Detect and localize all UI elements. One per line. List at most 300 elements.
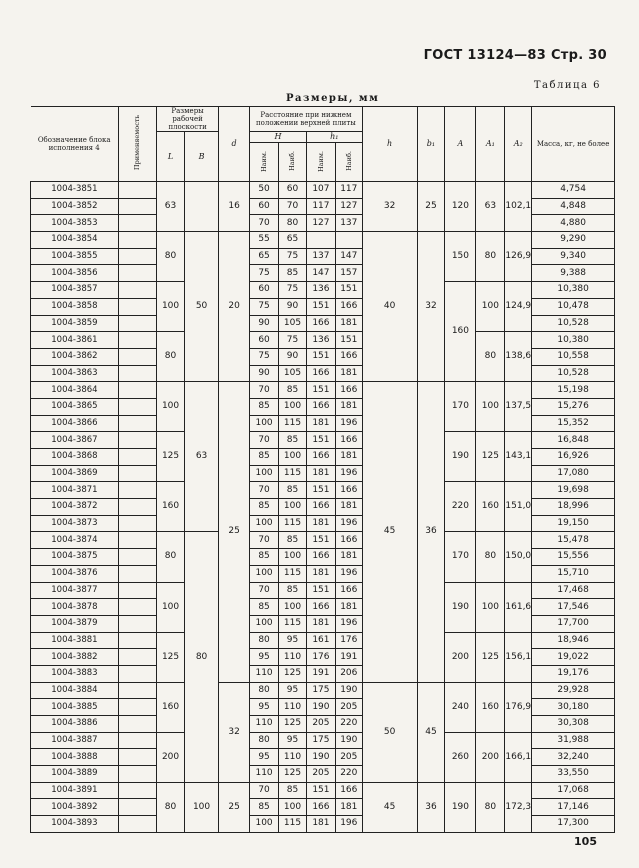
L-cell: 160: [157, 482, 185, 532]
b1-cell: 45: [417, 682, 445, 782]
h1-max-cell: 181: [335, 799, 362, 816]
d-cell: 25: [219, 382, 250, 682]
document-header: ГОСТ 13124—83 Стр. 30: [423, 48, 607, 63]
h1-min-cell: 191: [306, 665, 335, 682]
designation-cell: 1004-3858: [31, 298, 119, 315]
h1-min-cell: 151: [306, 298, 335, 315]
A1-cell: 160: [476, 682, 505, 732]
designation-cell: 1004-3878: [31, 599, 119, 616]
H-min-cell: 100: [250, 515, 279, 532]
applicability-cell: [118, 198, 156, 215]
H-max-cell: 85: [279, 432, 307, 449]
designation-cell: 1004-3851: [31, 182, 119, 199]
mass-cell: 9,388: [532, 265, 615, 282]
h-cell: 40: [362, 232, 417, 382]
A-cell: 150: [445, 232, 476, 282]
designation-cell: 1004-3869: [31, 465, 119, 482]
mass-cell: 19,698: [532, 482, 615, 499]
applicability-cell: [118, 816, 156, 833]
designation-cell: 1004-3885: [31, 699, 119, 716]
H-min-cell: 60: [250, 282, 279, 299]
H-max-cell: 95: [279, 682, 307, 699]
H-min-cell: 85: [250, 599, 279, 616]
b1-cell: 36: [417, 382, 445, 682]
applicability-cell: [118, 232, 156, 249]
H-min-cell: 80: [250, 682, 279, 699]
designation-cell: 1004-3883: [31, 665, 119, 682]
d-header: d: [219, 107, 250, 182]
designation-cell: 1004-3864: [31, 382, 119, 399]
A2-cell: 102,1: [505, 182, 532, 232]
B-cell: [184, 182, 218, 232]
mass-cell: 19,022: [532, 649, 615, 666]
mass-cell: 17,068: [532, 782, 615, 799]
A2-cell: 143,1: [505, 432, 532, 482]
H-max-cell: 95: [279, 632, 307, 649]
designation-cell: 1004-3892: [31, 799, 119, 816]
mass-cell: 17,300: [532, 816, 615, 833]
A-cell: 240: [445, 682, 476, 732]
designation-cell: 1004-3865: [31, 398, 119, 415]
mass-cell: 19,150: [532, 515, 615, 532]
h1-min-cell: 166: [306, 315, 335, 332]
H-min-cell: 70: [250, 582, 279, 599]
applicability-cell: [118, 332, 156, 349]
H-max-cell: 125: [279, 665, 307, 682]
applicability-cell: [118, 532, 156, 549]
h1-min-cell: 151: [306, 382, 335, 399]
applicability-cell: [118, 182, 156, 199]
b1-header: b₁: [417, 107, 445, 182]
h1-min-cell: 175: [306, 682, 335, 699]
h1-max-cell: 147: [335, 248, 362, 265]
H-min-cell: 95: [250, 649, 279, 666]
B-cell: 100: [184, 782, 218, 832]
mass-cell: 10,380: [532, 332, 615, 349]
H-min-cell: 70: [250, 782, 279, 799]
H-max-cell: 115: [279, 515, 307, 532]
H-min-cell: 100: [250, 565, 279, 582]
H-max-cell: 95: [279, 732, 307, 749]
h1-max-cell: 196: [335, 465, 362, 482]
A1-cell: 80: [476, 532, 505, 582]
A1-cell: 80: [476, 332, 505, 382]
d-cell: 20: [219, 232, 250, 382]
H-max-cell: 85: [279, 582, 307, 599]
applicability-cell: [118, 398, 156, 415]
h1-max-cell: 220: [335, 716, 362, 733]
h1-max-cell: 166: [335, 532, 362, 549]
h-header: h: [362, 107, 417, 182]
A1-cell: 80: [476, 782, 505, 832]
h1-min-cell: 175: [306, 732, 335, 749]
H-max-cell: 100: [279, 449, 307, 466]
A2-cell: 166,1: [505, 732, 532, 782]
A2-cell: 124,9: [505, 282, 532, 332]
A-cell: 160: [445, 282, 476, 382]
H-min-cell: 80: [250, 632, 279, 649]
H-max-cell: 70: [279, 198, 307, 215]
h1-max-cell: 166: [335, 782, 362, 799]
mass-cell: 17,468: [532, 582, 615, 599]
mass-cell: 17,146: [532, 799, 615, 816]
designation-cell: 1004-3859: [31, 315, 119, 332]
h1-max-cell: 181: [335, 599, 362, 616]
A1-cell: 100: [476, 382, 505, 432]
A-cell: 200: [445, 632, 476, 682]
H-max-cell: 110: [279, 749, 307, 766]
mass-cell: 16,848: [532, 432, 615, 449]
A1-cell: 125: [476, 432, 505, 482]
h-cell: 45: [362, 382, 417, 682]
d-cell: 25: [219, 782, 250, 832]
h1-min-cell: 151: [306, 532, 335, 549]
H-min-cell: 70: [250, 215, 279, 232]
H-max-cell: 75: [279, 332, 307, 349]
h1-min-cell: 181: [306, 615, 335, 632]
A1-cell: 63: [476, 182, 505, 232]
h1-min-cell: 181: [306, 816, 335, 833]
mass-cell: 15,478: [532, 532, 615, 549]
A2-cell: 137,5: [505, 382, 532, 432]
mass-cell: 9,340: [532, 248, 615, 265]
H-max-cell: 100: [279, 398, 307, 415]
applicability-cell: [118, 782, 156, 799]
H-max-cell: 85: [279, 782, 307, 799]
designation-cell: 1004-3893: [31, 816, 119, 833]
H-min-cell: 70: [250, 482, 279, 499]
h1-max-cell: 196: [335, 415, 362, 432]
applicability-cell: [118, 282, 156, 299]
h1-min-cell: 127: [306, 215, 335, 232]
mass-cell: 18,996: [532, 499, 615, 516]
mass-cell: 32,240: [532, 749, 615, 766]
designation-cell: 1004-3881: [31, 632, 119, 649]
mass-cell: 19,176: [532, 665, 615, 682]
h1-max-cell: 190: [335, 682, 362, 699]
A-cell: 170: [445, 532, 476, 582]
A1-cell: 160: [476, 482, 505, 532]
h1-min-cell: 136: [306, 332, 335, 349]
designation-cell: 1004-3855: [31, 248, 119, 265]
designation-cell: 1004-3889: [31, 766, 119, 783]
applicability-cell: [118, 382, 156, 399]
H-min-cell: 100: [250, 816, 279, 833]
applicability-cell: [118, 615, 156, 632]
designation-cell: 1004-3852: [31, 198, 119, 215]
H-max-cell: 110: [279, 699, 307, 716]
applicability-cell: [118, 716, 156, 733]
A-cell: 170: [445, 382, 476, 432]
L-cell: 80: [157, 782, 185, 832]
H-max-cell: 100: [279, 799, 307, 816]
mass-header: Масса, кг, не более: [532, 107, 615, 182]
H-max-cell: 90: [279, 298, 307, 315]
designation-cell: 1004-3868: [31, 449, 119, 466]
A-header: A: [445, 107, 476, 182]
H-min-cell: 70: [250, 382, 279, 399]
h1-max-cell: 205: [335, 699, 362, 716]
designation-cell: 1004-3879: [31, 615, 119, 632]
applicability-cell: [118, 565, 156, 582]
table-label: Таблица 6: [533, 80, 601, 91]
L-cell: 125: [157, 632, 185, 682]
h1-max-cell: 196: [335, 816, 362, 833]
A1-cell: 80: [476, 232, 505, 282]
applicability-cell: [118, 415, 156, 432]
h1-min-cell: 166: [306, 799, 335, 816]
h1-min-cell: 205: [306, 766, 335, 783]
applicability-cell: [118, 449, 156, 466]
sizes-label: Размеры, мм: [286, 93, 380, 104]
h1-max-cell: 191: [335, 649, 362, 666]
H-min-cell: 85: [250, 549, 279, 566]
L-cell: 100: [157, 382, 185, 432]
table-row: [31, 732, 615, 749]
h1-min-cell: 166: [306, 599, 335, 616]
A2-cell: 150,0: [505, 532, 532, 582]
h1-max-cell: 181: [335, 549, 362, 566]
applicability-cell: [118, 348, 156, 365]
h1-max-cell: 206: [335, 665, 362, 682]
H-max-cell: 115: [279, 415, 307, 432]
applicability-cell: [118, 799, 156, 816]
designation-cell: 1004-3862: [31, 348, 119, 365]
applicability-cell: [118, 265, 156, 282]
A2-cell: 151,0: [505, 482, 532, 532]
h1-min-cell: 151: [306, 582, 335, 599]
H-max-cell: 125: [279, 766, 307, 783]
h1-min-cell: 166: [306, 449, 335, 466]
h1-min-cell: 166: [306, 365, 335, 382]
H-min-cell: 50: [250, 182, 279, 199]
designation-cell: 1004-3877: [31, 582, 119, 599]
mass-cell: 4,880: [532, 215, 615, 232]
H-min-cell: 90: [250, 315, 279, 332]
designation-header: Обозначение блока исполнения 4: [31, 107, 119, 182]
designation-cell: 1004-3872: [31, 499, 119, 516]
h1-max-header: Наиб.: [335, 143, 362, 182]
L-header: L: [157, 132, 185, 182]
A1-cell: 100: [476, 582, 505, 632]
h1-min-cell: 151: [306, 482, 335, 499]
A1-cell: 100: [476, 282, 505, 332]
h1-min-cell: 181: [306, 465, 335, 482]
h1-max-cell: 196: [335, 565, 362, 582]
applicability-cell: [118, 499, 156, 516]
H-min-cell: 60: [250, 332, 279, 349]
h1-header: h₁: [306, 132, 362, 143]
mass-cell: 15,556: [532, 549, 615, 566]
h1-max-cell: 127: [335, 198, 362, 215]
H-min-header: Наим.: [250, 143, 279, 182]
A-cell: 190: [445, 782, 476, 832]
H-min-cell: 85: [250, 398, 279, 415]
H-min-cell: 55: [250, 232, 279, 249]
designation-cell: 1004-3887: [31, 732, 119, 749]
H-min-cell: 85: [250, 799, 279, 816]
designation-cell: 1004-3857: [31, 282, 119, 299]
designation-cell: 1004-3886: [31, 716, 119, 733]
plane-sizes-header: Размеры рабочей плоскости: [157, 107, 219, 132]
h1-min-cell: 181: [306, 415, 335, 432]
H-max-cell: 105: [279, 315, 307, 332]
H-min-cell: 75: [250, 265, 279, 282]
designation-cell: 1004-3873: [31, 515, 119, 532]
H-min-cell: 90: [250, 365, 279, 382]
A1-cell: 200: [476, 732, 505, 782]
table-row: [31, 182, 615, 199]
L-cell: 100: [157, 282, 185, 332]
h-cell: 32: [362, 182, 417, 232]
designation-cell: 1004-3876: [31, 565, 119, 582]
table-row: [31, 332, 615, 349]
h1-min-cell: 190: [306, 749, 335, 766]
h1-max-cell: 166: [335, 482, 362, 499]
H-min-cell: 100: [250, 465, 279, 482]
H-min-cell: 95: [250, 749, 279, 766]
h1-max-cell: 157: [335, 265, 362, 282]
h1-min-cell: 181: [306, 515, 335, 532]
L-cell: 200: [157, 732, 185, 782]
h1-max-cell: 181: [335, 315, 362, 332]
applicability-cell: [118, 699, 156, 716]
H-max-cell: 115: [279, 816, 307, 833]
h1-min-cell: 166: [306, 398, 335, 415]
h1-max-cell: 190: [335, 732, 362, 749]
h1-min-header: Наим.: [306, 143, 335, 182]
H-min-cell: 110: [250, 716, 279, 733]
A1-cell: 125: [476, 632, 505, 682]
A-cell: 220: [445, 482, 476, 532]
H-max-cell: 75: [279, 248, 307, 265]
h1-max-cell: 205: [335, 749, 362, 766]
H-max-cell: 75: [279, 282, 307, 299]
B-cell: 50: [184, 232, 218, 382]
applicability-cell: [118, 732, 156, 749]
h1-min-cell: 136: [306, 282, 335, 299]
h1-max-cell: 181: [335, 499, 362, 516]
H-max-cell: 125: [279, 716, 307, 733]
h1-max-cell: 181: [335, 365, 362, 382]
d-cell: 32: [219, 682, 250, 782]
applicability-cell: [118, 582, 156, 599]
L-cell: 125: [157, 432, 185, 482]
applicability-cell: [118, 365, 156, 382]
mass-cell: 10,528: [532, 315, 615, 332]
h1-max-cell: [335, 232, 362, 249]
H-max-header: Наиб.: [279, 143, 307, 182]
h1-max-cell: 196: [335, 615, 362, 632]
mass-cell: 30,180: [532, 699, 615, 716]
designation-cell: 1004-3856: [31, 265, 119, 282]
H-max-cell: 115: [279, 615, 307, 632]
table-row: [31, 432, 615, 449]
designation-cell: 1004-3867: [31, 432, 119, 449]
h1-max-cell: 137: [335, 215, 362, 232]
h1-max-cell: 196: [335, 515, 362, 532]
h1-min-cell: 166: [306, 499, 335, 516]
H-max-cell: 85: [279, 482, 307, 499]
h1-min-cell: 181: [306, 565, 335, 582]
mass-cell: 17,080: [532, 465, 615, 482]
H-min-cell: 100: [250, 615, 279, 632]
applicability-header: Применяемость: [118, 107, 156, 182]
B-header: B: [184, 132, 218, 182]
H-min-cell: 100: [250, 415, 279, 432]
h1-min-cell: 161: [306, 632, 335, 649]
H-max-cell: 100: [279, 499, 307, 516]
H-max-cell: 115: [279, 465, 307, 482]
H-header: H: [250, 132, 307, 143]
mass-cell: 10,528: [532, 365, 615, 382]
applicability-cell: [118, 599, 156, 616]
H-min-cell: 70: [250, 532, 279, 549]
d-cell: 16: [219, 182, 250, 232]
H-max-cell: 115: [279, 565, 307, 582]
H-min-cell: 85: [250, 449, 279, 466]
L-cell: 80: [157, 332, 185, 382]
h1-max-cell: 176: [335, 632, 362, 649]
h1-min-cell: 205: [306, 716, 335, 733]
H-max-cell: 100: [279, 599, 307, 616]
designation-cell: 1004-3891: [31, 782, 119, 799]
table-row: [31, 382, 615, 399]
H-max-cell: 85: [279, 265, 307, 282]
L-cell: 80: [157, 532, 185, 582]
A2-cell: 161,6: [505, 582, 532, 632]
H-max-cell: 90: [279, 348, 307, 365]
h1-min-cell: 166: [306, 549, 335, 566]
h-cell: 50: [362, 682, 417, 782]
mass-cell: 29,928: [532, 682, 615, 699]
mass-cell: 15,710: [532, 565, 615, 582]
H-min-cell: 70: [250, 432, 279, 449]
applicability-cell: [118, 766, 156, 783]
A1-header: A₁: [476, 107, 505, 182]
applicability-cell: [118, 465, 156, 482]
mass-cell: 31,988: [532, 732, 615, 749]
mass-cell: 17,546: [532, 599, 615, 616]
h1-min-cell: 151: [306, 348, 335, 365]
L-cell: 160: [157, 682, 185, 732]
dimensions-table: [30, 106, 615, 833]
applicability-cell: [118, 682, 156, 699]
h1-max-cell: 151: [335, 282, 362, 299]
A-cell: 190: [445, 432, 476, 482]
designation-cell: 1004-3874: [31, 532, 119, 549]
H-max-cell: 80: [279, 215, 307, 232]
mass-cell: 16,926: [532, 449, 615, 466]
h1-max-cell: 166: [335, 382, 362, 399]
h1-max-cell: 181: [335, 398, 362, 415]
h1-min-cell: 147: [306, 265, 335, 282]
H-max-cell: 105: [279, 365, 307, 382]
b1-cell: 25: [417, 182, 445, 232]
A-cell: 190: [445, 582, 476, 632]
mass-cell: 10,380: [532, 282, 615, 299]
H-max-cell: 100: [279, 549, 307, 566]
h1-max-cell: 166: [335, 298, 362, 315]
designation-cell: 1004-3866: [31, 415, 119, 432]
mass-cell: 4,848: [532, 198, 615, 215]
h1-min-cell: 107: [306, 182, 335, 199]
A-cell: 260: [445, 732, 476, 782]
h1-max-cell: 166: [335, 348, 362, 365]
designation-cell: 1004-3861: [31, 332, 119, 349]
L-cell: 80: [157, 232, 185, 282]
applicability-cell: [118, 665, 156, 682]
